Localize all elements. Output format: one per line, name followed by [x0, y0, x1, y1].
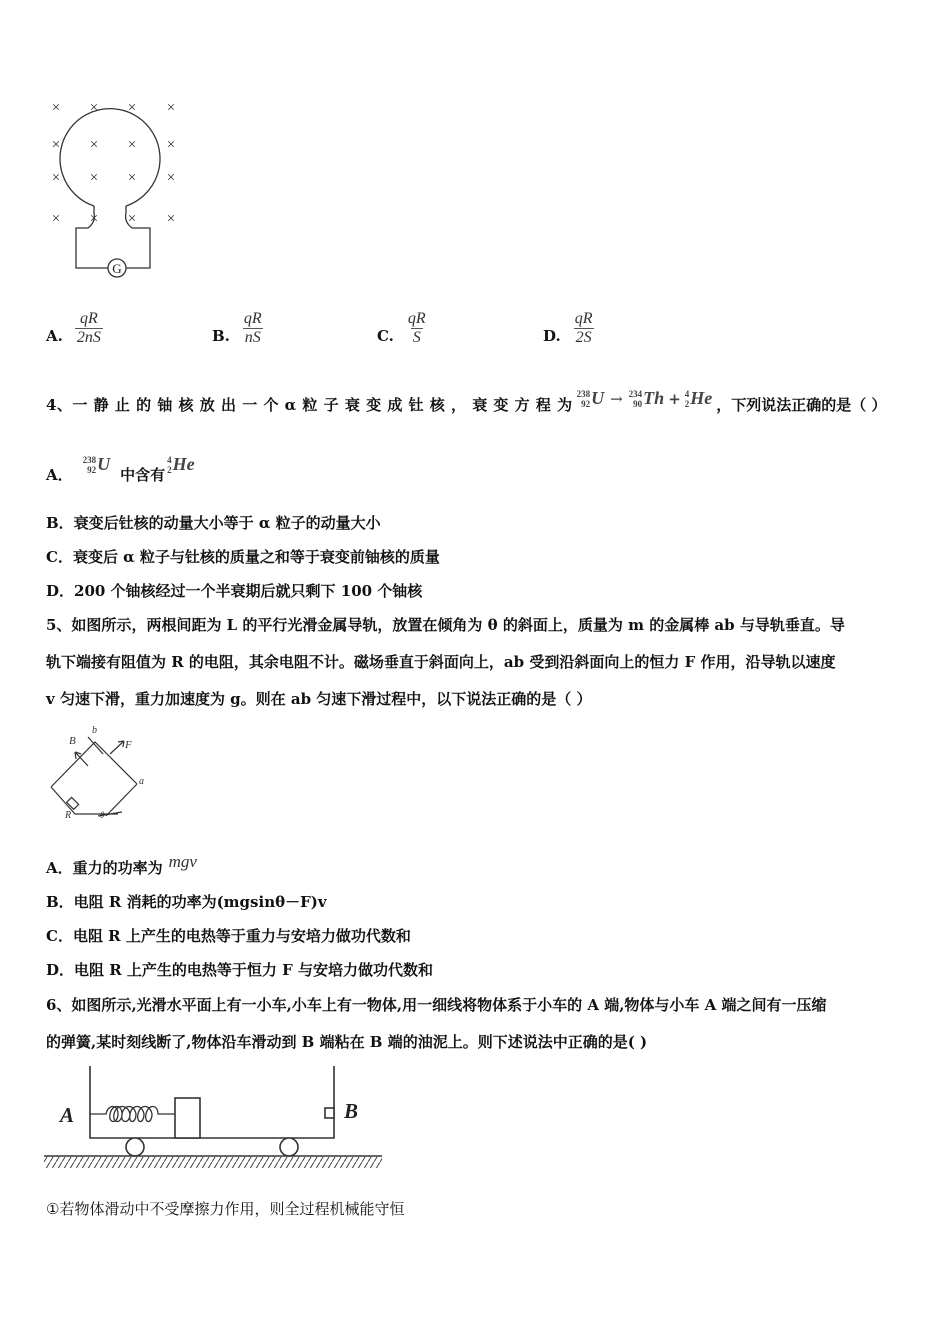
field-mark: × — [89, 137, 99, 153]
element-symbol: Th — [643, 388, 665, 408]
end-label-A: A — [60, 1103, 75, 1127]
field-mark: × — [89, 211, 99, 227]
fraction-numerator: qR — [574, 310, 593, 327]
q5-option-a — [46, 851, 197, 878]
thorium-nucleus — [629, 388, 665, 409]
field-mark: × — [127, 211, 137, 227]
q3-option-b — [212, 310, 264, 347]
uranium-nucleus — [83, 454, 111, 475]
field-mark: × — [166, 211, 176, 227]
option-label: C. — [377, 327, 394, 345]
q6-stem-line2: 的弹簧,某时刻线断了,物体沿车滑动到 B 端粘在 B 端的油泥上。则下述说法中正确的是( ) — [46, 1033, 648, 1051]
label-a: a — [139, 776, 144, 787]
mass-number: 238 — [82, 454, 97, 465]
charge-number: 92 — [581, 398, 591, 409]
fraction-numerator: qR — [243, 310, 262, 327]
charge-number: 2 — [684, 398, 690, 409]
fraction — [406, 310, 428, 347]
q3-option-a — [46, 310, 103, 347]
fraction-denominator: 2nS — [76, 329, 101, 346]
q5-stem-line2: 轨下端接有阻值为 R 的电阻，其余电阻不计。磁场垂直于斜面向上，ab 受到沿斜面向上的恒力 F 作用，沿导轨以速度 — [46, 653, 836, 671]
figure-cart-spring — [44, 1062, 384, 1174]
helium-nucleus — [167, 454, 195, 475]
q5-option-d: D．电阻 R 上产生的电热等于恒力 F 与安培力做功代数和 — [46, 961, 434, 979]
option-a-text: 中含有 — [120, 466, 166, 484]
q6-stem-line1: 6、如图所示,光滑水平面上有一小车,小车上有一物体,用一细线将物体系于小车的 A 端,物体与小车 A 端之间有一压缩 — [46, 996, 827, 1014]
element-symbol: U — [97, 454, 111, 474]
q5-stem-line3: v 匀速下滑，重力加速度为 g。则在 ab 匀速下滑过程中，以下说法正确的是（ ） — [46, 690, 592, 708]
mass-number: 4 — [684, 388, 690, 399]
charge-number: 90 — [633, 398, 643, 409]
fraction — [75, 310, 103, 347]
label-R: R — [65, 810, 72, 821]
field-mark: × — [127, 170, 137, 186]
fraction — [573, 310, 595, 347]
mass-number: 234 — [628, 388, 643, 399]
q5-option-c: C．电阻 R 上产生的电热等于重力与安培力做功代数和 — [46, 927, 411, 945]
q6-statement-1: ①若物体滑动中不受摩擦力作用，则全过程机械能守恒 — [46, 1200, 405, 1218]
field-mark: × — [51, 170, 61, 186]
field-mark: × — [127, 100, 137, 116]
field-mark: × — [51, 100, 61, 116]
q4-option-d: D．200 个铀核经过一个半衰期后就只剩下 100 个铀核 — [46, 582, 423, 600]
option-a-text: A．重力的功率为 — [46, 859, 163, 877]
mass-number: 4 — [167, 454, 172, 465]
fraction — [242, 310, 264, 347]
field-mark: × — [89, 100, 99, 116]
q4-stem — [46, 388, 887, 415]
q3-option-d — [543, 310, 594, 347]
q4-option-b: B．衰变后钍核的动量大小等于 α 粒子的动量大小 — [46, 514, 381, 532]
label-theta: θ — [100, 810, 105, 820]
field-mark: × — [51, 211, 61, 227]
fraction-numerator: qR — [79, 310, 98, 327]
field-mark: × — [89, 170, 99, 186]
fraction-denominator: S — [412, 329, 421, 346]
element-symbol: U — [591, 388, 605, 408]
option-label: A. — [46, 327, 63, 345]
field-mark: × — [166, 100, 176, 116]
field-mark: × — [166, 137, 176, 153]
label-b: b — [92, 725, 97, 736]
fraction-numerator: qR — [407, 310, 426, 327]
uranium-nucleus — [577, 388, 605, 409]
decay-equation — [577, 388, 713, 409]
q4-option-c: C．衰变后 α 粒子与钍核的质量之和等于衰变前铀核的质量 — [46, 548, 440, 566]
field-mark: × — [166, 170, 176, 186]
math-expression: mgv — [168, 851, 197, 871]
option-label: B. — [212, 327, 230, 345]
galvanometer-label: G — [112, 261, 122, 276]
field-mark: × — [51, 137, 61, 153]
end-label-B: B — [344, 1099, 359, 1123]
label-B: B — [69, 735, 76, 747]
helium-nucleus — [685, 388, 713, 409]
figure-loop-galvanometer — [40, 92, 190, 282]
figure-inclined-rails — [48, 722, 158, 822]
q3-option-c — [377, 310, 428, 347]
q4-stem-prefix: 4、一 静 止 的 铀 核 放 出 一 个 α 粒 子 衰 变 成 钍 核 ， 衰 变 方 程 为 — [46, 396, 573, 414]
plus-symbol: + — [668, 389, 681, 408]
charge-number: 92 — [87, 464, 97, 475]
element-symbol: He — [690, 388, 713, 408]
magnetic-field-marks — [52, 100, 175, 227]
fraction-denominator: nS — [244, 329, 261, 346]
q4-stem-suffix: ，下列说法正确的是（ ） — [716, 396, 887, 414]
mass-number: 238 — [576, 388, 591, 399]
fraction-denominator: 2S — [575, 329, 592, 346]
arrow-symbol: → — [610, 389, 623, 408]
element-symbol: He — [172, 454, 195, 474]
charge-number: 2 — [167, 464, 172, 475]
option-label: A． — [46, 466, 73, 484]
q5-stem-line1: 5、如图所示，两根间距为 L 的平行光滑金属导轨，放置在倾角为 θ 的斜面上，质量为 m 的金属棒 ab 与导轨垂直。导 — [46, 616, 845, 634]
label-F: F — [125, 739, 132, 751]
field-mark: × — [127, 137, 137, 153]
option-label: D. — [543, 327, 561, 345]
q4-option-a — [46, 452, 195, 484]
q5-option-b: B．电阻 R 消耗的功率为(mgsinθ－F)v — [46, 893, 327, 911]
